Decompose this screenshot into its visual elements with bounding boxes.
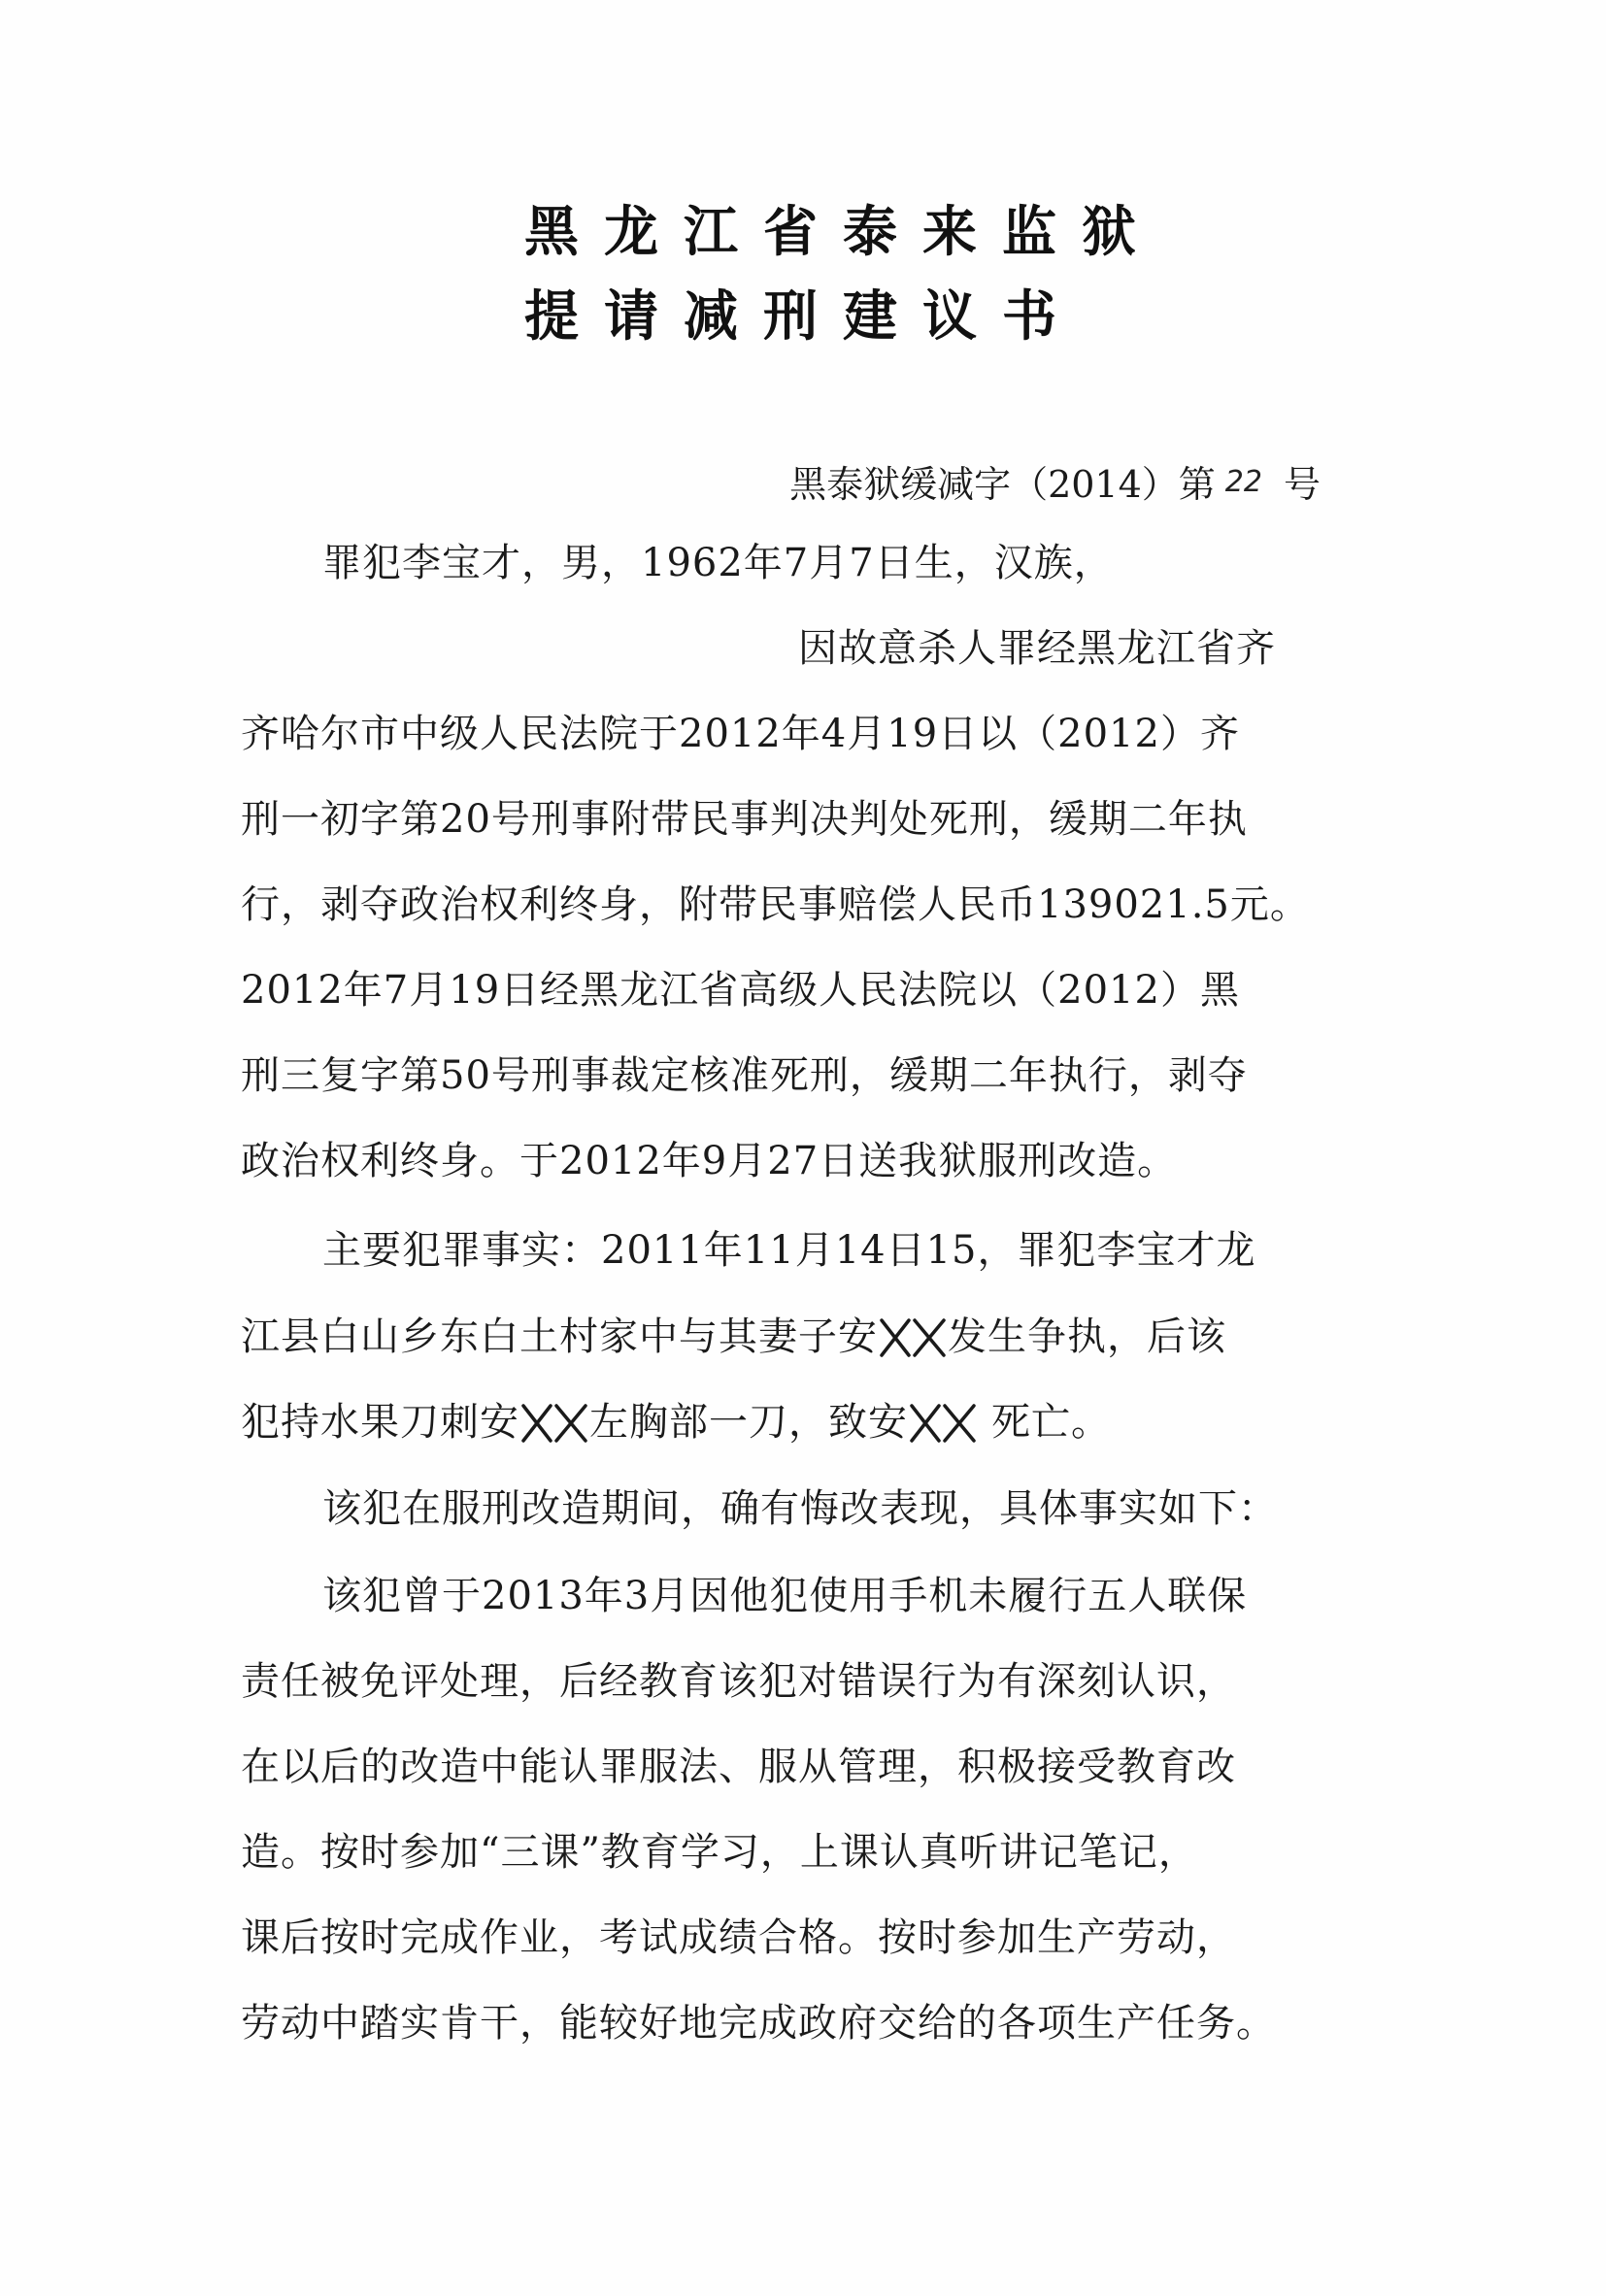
- redaction-mark: [908, 1402, 978, 1441]
- body-line: 主要犯罪事实：2011年11月14日15，罪犯李宝才龙: [322, 1228, 1256, 1273]
- body-line: 政治权利终身。于2012年9月27日送我狱服刑改造。: [241, 1139, 1178, 1183]
- document-number: [789, 454, 1321, 508]
- document-number-handwritten: 22: [1224, 465, 1262, 499]
- document-title-line2: 提请减刑建议书: [524, 285, 1082, 349]
- body-line: [241, 1314, 1226, 1359]
- body-line: 责任被免评处理，后经教育该犯对错误行为有深刻认识，: [241, 1659, 1236, 1704]
- body-line: 课后按时完成作业，考试成绩合格。按时参加生产劳动，: [241, 1915, 1236, 1960]
- body-line: 刑三复字第50号刑事裁定核准死刑，缓期二年执行，剥夺: [241, 1053, 1248, 1098]
- body-line: 行，剥夺政治权利终身，附带民事赔偿人民币139021.5元。: [241, 882, 1310, 927]
- document-number-suffix: 号: [1283, 463, 1321, 506]
- body-text: 发生争执，后该: [948, 1314, 1226, 1359]
- body-text: 犯持水果刀刺安: [241, 1400, 519, 1445]
- body-line: 2012年7月19日经黑龙江省高级人民法院以（2012）黑: [241, 968, 1240, 1013]
- redaction-mark: [878, 1316, 948, 1355]
- body-line: [241, 1400, 1111, 1445]
- document-number-prefix: 黑泰狱缓减字（2014）第: [789, 463, 1216, 506]
- body-text: 死亡。: [991, 1400, 1111, 1445]
- document-title-line1: 黑龙江省泰来监狱: [524, 201, 1161, 264]
- body-text: 左胸部一刀，致安: [589, 1400, 908, 1445]
- body-text: 江县白山乡东白土村家中与其妻子安: [241, 1314, 878, 1359]
- body-line: 在以后的改造中能认罪服法、服从管理，积极接受教育改: [241, 1745, 1236, 1789]
- body-line: 刑一初字第20号刑事附带民事判决判处死刑，缓期二年执: [241, 797, 1248, 842]
- body-line: 齐哈尔市中级人民法院于2012年4月19日以（2012）齐: [241, 712, 1240, 756]
- body-line: 罪犯李宝才，男，1962年7月7日生，汉族，: [322, 541, 1114, 585]
- body-line: 因故意杀人罪经黑龙江省齐: [798, 626, 1276, 671]
- body-line: 该犯在服刑改造期间，确有悔改表现，具体事实如下：: [322, 1486, 1278, 1531]
- body-line: 该犯曾于2013年3月因他犯使用手机未履行五人联保: [322, 1574, 1248, 1618]
- body-line: 劳动中踏实肯干，能较好地完成政府交给的各项生产任务。: [241, 2001, 1276, 2046]
- redaction-mark: [519, 1402, 589, 1441]
- body-line: 造。按时参加“三课”教育学习，上课认真听讲记笔记，: [241, 1830, 1198, 1875]
